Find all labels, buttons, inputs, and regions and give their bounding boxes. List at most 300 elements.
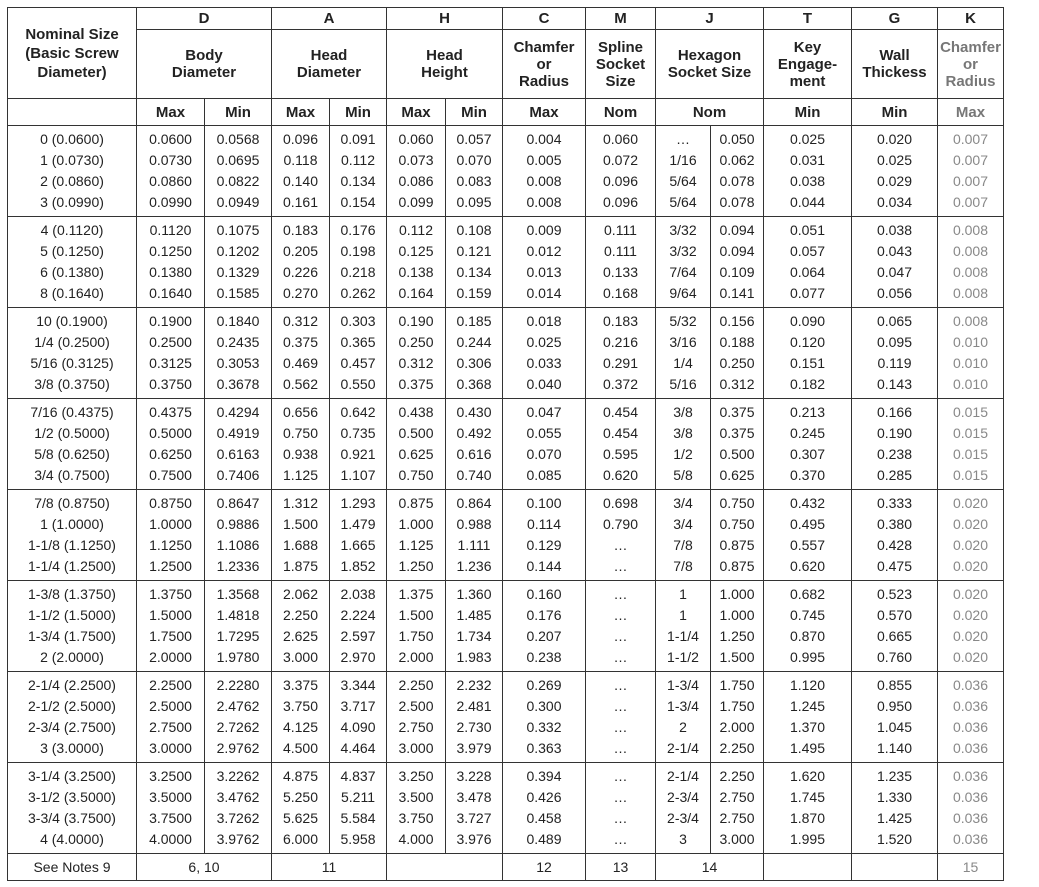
cell-value: 2.250: [719, 740, 755, 756]
cell-value: 0.620: [602, 467, 639, 483]
h-max-cell: [387, 581, 446, 672]
cell-value: 1.870: [789, 810, 826, 826]
cell-value: 5/8: [673, 467, 693, 483]
cell-value: 0.950: [876, 698, 913, 714]
cell-value: 0.140: [282, 173, 319, 189]
d-max-cell: [137, 490, 205, 581]
header-text: (Basic Screw: [25, 44, 119, 62]
cell-value: 1.120: [789, 677, 826, 693]
cell-value: 2.597: [340, 628, 376, 644]
cell-value: 4.500: [282, 740, 319, 756]
cell-value: 0.129: [526, 537, 562, 553]
cell-value: 0.0822: [216, 173, 260, 189]
unit-m-nom: Nom: [586, 99, 656, 126]
cell-value: 3: [679, 831, 687, 847]
cell-value: 0.698: [602, 495, 639, 511]
g-min-cell: [852, 217, 938, 308]
cell-value: 0.375: [719, 425, 755, 441]
cell-value: 3.979: [456, 740, 492, 756]
cell-value: 0.033: [526, 355, 562, 371]
cell-value: 3.9762: [216, 831, 260, 847]
size-cell: [8, 399, 137, 490]
cell-value: 0.921: [340, 446, 376, 462]
h-max-cell: [387, 217, 446, 308]
cell-value: 0.750: [398, 467, 434, 483]
cell-value: 0.495: [789, 516, 826, 532]
header-text: ment: [789, 72, 826, 90]
cell-value: 0.007: [952, 131, 989, 147]
cell-value: 0.091: [340, 131, 376, 147]
cell-value: 0.096: [602, 194, 639, 210]
t-min-cell: [764, 672, 852, 763]
d-max-cell: [137, 581, 205, 672]
row-group: [8, 126, 1004, 217]
cell-value: 0.372: [602, 376, 639, 392]
cell-value: 0.018: [526, 313, 562, 329]
cell-value: 1 (1.0000): [40, 516, 104, 532]
cell-value: 0.1075: [216, 222, 260, 238]
g-min-cell: [852, 490, 938, 581]
cell-value: 1.2336: [216, 558, 260, 574]
cell-value: 0.036: [952, 768, 989, 784]
cell-value: 4.875: [282, 768, 319, 784]
letter-h: H: [387, 8, 503, 30]
cell-value: 1.236: [456, 558, 492, 574]
cell-value: 3.2500: [149, 768, 192, 784]
cell-value: 0.2500: [149, 334, 192, 350]
cell-value: 0.143: [876, 376, 913, 392]
cell-value: 0.454: [602, 425, 639, 441]
header-text: Diameter: [171, 64, 237, 81]
cell-value: 0.375: [398, 376, 434, 392]
cell-value: 0.009: [526, 222, 562, 238]
cell-value: 0.0568: [216, 131, 260, 147]
cell-value: 0.500: [398, 425, 434, 441]
m-nom-cell: [586, 217, 656, 308]
unit-h-min: Min: [446, 99, 503, 126]
cell-value: 0.875: [398, 495, 434, 511]
cell-value: 0.1900: [149, 313, 192, 329]
cell-value: 3/8 (0.3750): [34, 376, 110, 392]
cell-value: 5/16 (0.3125): [30, 355, 114, 371]
d-max-cell: [137, 217, 205, 308]
cell-value: 1.4818: [216, 607, 260, 623]
g-min-cell: [852, 308, 938, 399]
cell-value: 0.616: [456, 446, 492, 462]
cell-value: 2-3/4 (2.7500): [28, 719, 116, 735]
notes-t: [764, 854, 852, 881]
cell-value: 0.094: [719, 243, 755, 259]
c-max-cell: [503, 672, 586, 763]
cell-value: 0.005: [526, 152, 562, 168]
cell-value: 0.036: [952, 740, 989, 756]
c-max-cell: [503, 581, 586, 672]
cell-value: 0.988: [456, 516, 492, 532]
cell-value: 0.056: [876, 285, 913, 301]
cell-value: 2.500: [398, 698, 434, 714]
cell-value: 0.144: [526, 558, 562, 574]
cell-value: 0.454: [602, 404, 639, 420]
cell-value: 4.090: [340, 719, 376, 735]
j-fraction-cell: [656, 217, 711, 308]
cell-value: 0.656: [282, 404, 319, 420]
cell-value: 0.060: [602, 131, 639, 147]
cell-value: 1.250: [719, 628, 755, 644]
m-nom-cell: [586, 581, 656, 672]
cell-value: 0.0990: [149, 194, 192, 210]
d-min-cell: [205, 672, 272, 763]
table-row: [8, 490, 1004, 581]
cell-value: 1.425: [876, 810, 913, 826]
cell-value: 0.489: [526, 831, 562, 847]
header-text: Body: [185, 47, 223, 64]
table-row: [8, 672, 1004, 763]
cell-value: 1.250: [398, 558, 434, 574]
cell-value: 3/32: [669, 243, 697, 259]
cell-value: 0.238: [526, 649, 562, 665]
cell-value: 0.312: [398, 355, 434, 371]
cell-value: 0.0695: [216, 152, 260, 168]
cell-value: 0.031: [789, 152, 826, 168]
cell-value: 0.625: [398, 446, 434, 462]
d-min-cell: [205, 308, 272, 399]
letter-t: T: [764, 8, 852, 30]
cell-value: 8 (0.1640): [40, 285, 104, 301]
cell-value: 0.020: [952, 586, 989, 602]
d-min-cell: [205, 217, 272, 308]
t-min-cell: [764, 490, 852, 581]
cell-value: 0.6163: [216, 446, 260, 462]
j-fraction-cell: [656, 490, 711, 581]
cell-value: 2-1/4: [667, 740, 699, 756]
cell-value: 0.007: [952, 173, 989, 189]
cell-value: 0.007: [952, 152, 989, 168]
cell-value: 1.235: [876, 768, 913, 784]
notes-g: [852, 854, 938, 881]
cell-value: 0.015: [952, 446, 989, 462]
cell-value: 2-3/4: [667, 789, 699, 805]
notes-k: 15: [938, 854, 1004, 881]
cell-value: 0.190: [876, 425, 913, 441]
cell-value: 0.070: [456, 152, 492, 168]
h-min-cell: [446, 763, 503, 854]
cell-value: 3-1/4 (3.2500): [28, 768, 116, 784]
cell-value: 9/64: [669, 285, 697, 301]
cell-value: 0.151: [789, 355, 826, 371]
cell-value: 4.464: [340, 740, 376, 756]
cell-value: 0.1250: [149, 243, 192, 259]
cell-value: 0.492: [456, 425, 492, 441]
cell-value: 0.665: [876, 628, 913, 644]
a-min-cell: [330, 581, 387, 672]
cell-value: …: [613, 698, 628, 714]
cell-value: 0.111: [604, 222, 637, 238]
g-min-cell: [852, 126, 938, 217]
cell-value: 0.198: [340, 243, 376, 259]
d-min-cell: [205, 581, 272, 672]
cell-value: 0.055: [526, 425, 562, 441]
cell-value: 0.090: [789, 313, 826, 329]
h-max-cell: [387, 399, 446, 490]
cell-value: 0.1202: [216, 243, 260, 259]
cell-value: 3.375: [282, 677, 319, 693]
a-min-cell: [330, 126, 387, 217]
cell-value: 0.432: [789, 495, 826, 511]
j-fraction-cell: [656, 126, 711, 217]
cell-value: …: [613, 677, 628, 693]
cell-value: 0.244: [456, 334, 492, 350]
m-nom-cell: [586, 126, 656, 217]
cell-value: 0.735: [340, 425, 376, 441]
cell-value: 0.096: [282, 131, 319, 147]
cell-value: 3.5000: [149, 789, 192, 805]
cell-value: 0.134: [456, 264, 492, 280]
cell-value: 1-1/4 (1.2500): [28, 558, 116, 574]
cell-value: 0.855: [876, 677, 913, 693]
cell-value: 1-3/8 (1.3750): [28, 586, 116, 602]
cell-value: 3.727: [456, 810, 492, 826]
cell-value: 1.500: [282, 516, 319, 532]
cell-value: 0.250: [398, 334, 434, 350]
d-min-cell: [205, 763, 272, 854]
cell-value: 0.426: [526, 789, 562, 805]
a-min-cell: [330, 672, 387, 763]
cell-value: 10 (0.1900): [36, 313, 108, 329]
cell-value: 0.570: [876, 607, 913, 623]
cell-value: 2-1/2 (2.5000): [28, 698, 116, 714]
t-min-cell: [764, 217, 852, 308]
h-max-cell: [387, 672, 446, 763]
cell-value: 0.096: [602, 173, 639, 189]
cell-value: 0.190: [398, 313, 434, 329]
nominal-unit-blank: [8, 99, 137, 126]
cell-value: 0.750: [719, 495, 755, 511]
cell-value: 1.479: [340, 516, 376, 532]
unit-h-max: Max: [387, 99, 446, 126]
cell-value: 3/8: [673, 404, 693, 420]
a-max-cell: [272, 399, 330, 490]
cell-value: 0.864: [456, 495, 492, 511]
cell-value: 3.4762: [216, 789, 260, 805]
k-max-cell: [938, 763, 1004, 854]
cell-value: 6 (0.1380): [40, 264, 104, 280]
a-min-cell: [330, 308, 387, 399]
cell-value: 0.008: [952, 313, 989, 329]
cell-value: 5.211: [341, 789, 375, 805]
cell-value: 4.125: [282, 719, 319, 735]
table-header: [8, 8, 1004, 126]
j-decimal-cell: [711, 217, 764, 308]
cell-value: 0.073: [398, 152, 434, 168]
cell-value: 1/4 (0.2500): [34, 334, 110, 350]
size-cell: [8, 581, 137, 672]
cell-value: 0.025: [526, 334, 562, 350]
cell-value: 1.500: [719, 649, 755, 665]
cell-value: 1-3/4 (1.7500): [28, 628, 116, 644]
cell-value: 0.269: [526, 677, 562, 693]
cell-value: 0.550: [340, 376, 376, 392]
letter-d: D: [137, 8, 272, 30]
cell-value: 0.038: [876, 222, 913, 238]
cell-value: 0.1380: [149, 264, 192, 280]
cell-value: 2: [679, 719, 687, 735]
c-max-cell: [503, 217, 586, 308]
cell-value: 0.185: [456, 313, 492, 329]
cell-value: 0.1120: [149, 222, 192, 238]
notes-row: [8, 854, 1004, 881]
cell-value: 1.245: [789, 698, 826, 714]
cell-value: 3.717: [340, 698, 376, 714]
d-max-cell: [137, 763, 205, 854]
cell-value: …: [613, 740, 628, 756]
cell-value: 0.020: [952, 649, 989, 665]
cell-value: 0.047: [526, 404, 562, 420]
row-group: [8, 490, 1004, 581]
cell-value: 0.226: [282, 264, 319, 280]
cell-value: 0.430: [456, 404, 492, 420]
cell-value: 3/4: [673, 495, 693, 511]
cell-value: 0.9886: [216, 516, 260, 532]
m-nom-cell: [586, 672, 656, 763]
cell-value: 0.099: [398, 194, 434, 210]
cell-value: 1: [679, 586, 687, 602]
cell-value: 1/16: [669, 152, 697, 168]
cell-value: 0.182: [789, 376, 826, 392]
cell-value: 0.176: [526, 607, 562, 623]
notes-d: 6, 10: [137, 854, 272, 881]
cell-value: 0.218: [340, 264, 376, 280]
cell-value: 0.0600: [149, 131, 192, 147]
cell-value: 0.1640: [149, 285, 192, 301]
cell-value: 4.000: [398, 831, 434, 847]
cell-value: 0.078: [719, 173, 755, 189]
cell-value: 5/16: [669, 376, 697, 392]
cell-value: 3 (0.0990): [40, 194, 104, 210]
cell-value: 1.688: [282, 537, 319, 553]
cell-value: 2.970: [340, 649, 376, 665]
cell-value: 2.0000: [149, 649, 192, 665]
cell-value: 0.475: [876, 558, 913, 574]
cell-value: 0.036: [952, 677, 989, 693]
j-decimal-cell: [711, 581, 764, 672]
cell-value: 0.207: [526, 628, 562, 644]
header-text: Engage-: [777, 55, 838, 73]
cell-value: 1.111: [457, 537, 491, 553]
j-decimal-cell: [711, 672, 764, 763]
table-container: [7, 7, 1004, 881]
notes-m: 13: [586, 854, 656, 881]
cell-value: 2.062: [282, 586, 319, 602]
cell-value: 0.025: [789, 131, 826, 147]
row-group: [8, 672, 1004, 763]
row-group: [8, 399, 1004, 490]
cell-value: 2.250: [398, 677, 434, 693]
cell-value: 0.112: [399, 222, 433, 238]
cell-value: 0.120: [789, 334, 826, 350]
j-fraction-cell: [656, 308, 711, 399]
notes-a: 11: [272, 854, 387, 881]
header-text: Nominal Size: [25, 25, 119, 43]
column-letter-row: [8, 8, 1004, 30]
cell-value: 0.156: [719, 313, 755, 329]
j-fraction-cell: [656, 581, 711, 672]
cell-value: …: [613, 537, 628, 553]
cell-value: 0.790: [602, 516, 639, 532]
cell-value: 0.114: [527, 516, 561, 532]
notes-c: 12: [503, 854, 586, 881]
k-max-cell: [938, 399, 1004, 490]
cell-value: 0.760: [876, 649, 913, 665]
cell-value: 0.428: [876, 537, 913, 553]
cell-value: 3.000: [398, 740, 434, 756]
cell-value: 0.108: [456, 222, 492, 238]
cell-value: 0.125: [398, 243, 434, 259]
cell-value: 0.557: [789, 537, 826, 553]
cell-value: 0.938: [282, 446, 319, 462]
cell-value: 1.750: [719, 698, 755, 714]
header-text: Head: [310, 47, 348, 64]
cell-value: 0.620: [789, 558, 826, 574]
cell-value: 0.458: [526, 810, 562, 826]
cell-value: 0.064: [789, 264, 826, 280]
hexagon-socket-size-header: [656, 30, 764, 99]
c-max-cell: [503, 490, 586, 581]
cell-value: 0.0730: [149, 152, 192, 168]
cell-value: 1.485: [456, 607, 492, 623]
d-min-cell: [205, 490, 272, 581]
cell-value: 0.4375: [149, 404, 192, 420]
cell-value: 0.245: [789, 425, 826, 441]
letter-c: C: [503, 8, 586, 30]
a-min-cell: [330, 399, 387, 490]
h-min-cell: [446, 308, 503, 399]
cell-value: 0.012: [526, 243, 562, 259]
cell-value: 0.119: [877, 355, 912, 371]
cell-value: 5/64: [669, 173, 697, 189]
table-row: [8, 126, 1004, 217]
cell-value: 0.020: [952, 537, 989, 553]
cell-value: 1-1/2 (1.5000): [28, 607, 116, 623]
notes-h: [387, 854, 503, 881]
cell-value: 0.160: [526, 586, 562, 602]
cell-value: 1.1250: [149, 537, 192, 553]
cell-value: 0.2435: [216, 334, 260, 350]
d-max-cell: [137, 308, 205, 399]
cell-value: 1.293: [340, 495, 376, 511]
cell-value: 0.8750: [149, 495, 192, 511]
cell-value: 0.365: [340, 334, 376, 350]
cell-value: …: [613, 649, 628, 665]
cell-value: 0.077: [789, 285, 826, 301]
unit-c-max: Max: [503, 99, 586, 126]
cell-value: 0.875: [719, 537, 755, 553]
cell-value: 3-3/4 (3.7500): [28, 810, 116, 826]
cell-value: 0.750: [719, 516, 755, 532]
cell-value: 3-1/2 (3.5000): [28, 789, 116, 805]
letter-g: G: [852, 8, 938, 30]
header-text: Spline: [597, 38, 643, 56]
cell-value: 1.745: [789, 789, 826, 805]
cell-value: 0.740: [456, 467, 492, 483]
cell-value: 0.050: [719, 131, 755, 147]
header-text: Height: [421, 64, 468, 81]
cell-value: 3/16: [669, 334, 697, 350]
cell-value: 0.040: [526, 376, 562, 392]
cell-value: 3/4: [673, 516, 693, 532]
table-row: [8, 308, 1004, 399]
cell-value: 1.750: [719, 677, 755, 693]
column-name-row: [8, 30, 1004, 99]
